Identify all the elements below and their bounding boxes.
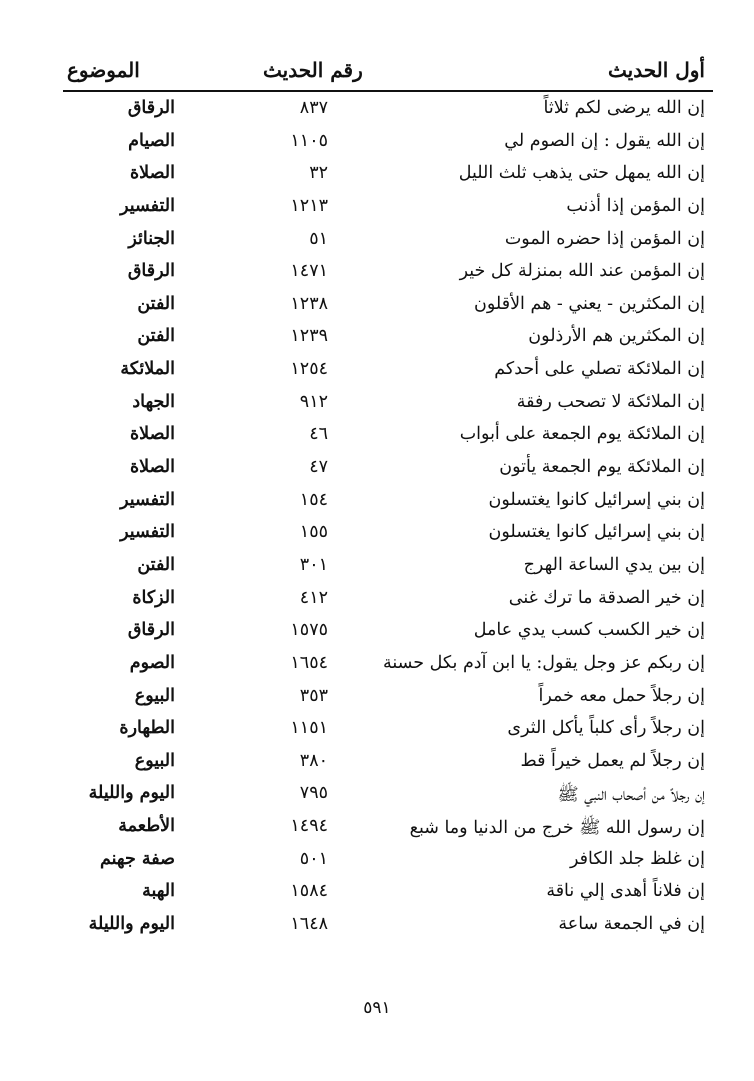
table-row [63, 551, 713, 584]
page-number: ٥٩١ [363, 998, 391, 1018]
hadith-first-words: إن الملائكة يوم الجمعة على أبواب [459, 424, 705, 445]
hadith-first-words: إن المكثرين - يعني - هم الأقلون [474, 293, 705, 314]
hadith-first-words: إن خير الكسب كسب يدي عامل [473, 620, 705, 641]
hadith-topic: التفسير [120, 522, 175, 543]
table-row [63, 714, 713, 747]
hadith-topic: الزكاة [132, 587, 175, 608]
table-row [63, 877, 713, 910]
table-row [63, 290, 713, 323]
hadith-topic: الصوم [129, 652, 175, 673]
hadith-number: ١١٥١ [290, 718, 328, 739]
hadith-topic: الطهارة [119, 718, 175, 739]
hadith-number: ١٢١٣ [290, 195, 328, 216]
hadith-first-words: إن الله يرضى لكم ثلاثاً [543, 98, 705, 118]
hadith-first-words: إن غلظ جلد الكافر [570, 848, 705, 869]
hadith-number: ٣٠١ [299, 554, 328, 575]
hadith-first-words: إن ربكم عز وجل يقول: يا ابن آدم بكل حسنة [382, 652, 705, 673]
hadith-topic: الأطعمة [118, 816, 175, 837]
header-topic: الموضوع [67, 58, 140, 82]
hadith-first-words: إن رجلاً من أصحاب النبي ﷺ [557, 785, 705, 806]
hadith-number: ٩١٢ [299, 391, 328, 412]
hadith-topic: اليوم والليلة [88, 783, 175, 804]
hadith-number: ٨٣٧ [299, 98, 328, 118]
hadith-number: ٤٦ [309, 424, 328, 445]
hadith-first-words: إن بين يدي الساعة الهرج [523, 554, 705, 575]
hadith-topic: الصلاة [130, 163, 175, 184]
hadith-first-words: إن المؤمن إذا أذنب [566, 195, 705, 216]
table-row [63, 420, 713, 453]
table-row [63, 584, 713, 617]
hadith-topic: الملائكة [120, 359, 175, 380]
table-row [63, 779, 713, 812]
table-row [63, 518, 713, 551]
hadith-first-words: إن رجلاً رأى كلباً يأكل الثرى [507, 718, 705, 739]
hadith-first-words: إن بني إسرائيل كانوا يغتسلون [488, 522, 705, 543]
hadith-first-words: إن خير الصدقة ما ترك غنى [508, 587, 705, 608]
hadith-topic: البيوع [134, 750, 175, 771]
hadith-first-words: إن فلاناً أهدى إلي ناقة [546, 881, 705, 902]
hadith-number: ٥٠١ [299, 848, 328, 869]
hadith-number: ٣٢ [309, 163, 328, 184]
hadith-number: ٣٥٣ [299, 685, 328, 706]
hadith-number: ٥١ [309, 228, 328, 249]
hadith-number: ١٢٣٩ [290, 326, 328, 347]
hadith-number: ١٤٩٤ [290, 816, 328, 837]
table-row [63, 747, 713, 780]
table-row [63, 649, 713, 682]
table-row [63, 192, 713, 225]
table-row [63, 257, 713, 290]
hadith-topic: الفتن [137, 326, 175, 347]
hadith-topic: التفسير [120, 489, 175, 510]
hadith-topic: الصلاة [130, 424, 175, 445]
hadith-first-words: إن رجلاً لم يعمل خيراً قط [520, 750, 705, 771]
hadith-number: ١٢٣٨ [290, 293, 328, 314]
table-row [63, 845, 713, 878]
hadith-number: ١٦٥٤ [290, 652, 328, 673]
table-row [63, 486, 713, 519]
hadith-first-words: إن رجلاً حمل معه خمراً [538, 685, 705, 706]
hadith-topic: الجهاد [132, 391, 175, 412]
table-row [63, 127, 713, 160]
hadith-topic: الصيام [128, 130, 175, 151]
hadith-number: ٤٧ [309, 457, 328, 478]
hadith-first-words: إن بني إسرائيل كانوا يغتسلون [488, 489, 705, 510]
hadith-topic: الهبة [142, 881, 175, 902]
hadith-topic: البيوع [134, 685, 175, 706]
table-row [63, 616, 713, 649]
hadith-number: ١٤٧١ [290, 261, 328, 282]
table-row [63, 159, 713, 192]
table-row [63, 453, 713, 486]
table-row [63, 94, 713, 127]
hadith-number: ١٢٥٤ [290, 359, 328, 380]
table-row [63, 910, 713, 943]
table-row [63, 355, 713, 388]
table-row [63, 322, 713, 355]
hadith-number: ١١٠٥ [290, 130, 328, 151]
hadith-first-words: إن الملائكة لا تصحب رفقة [516, 391, 705, 412]
hadith-number: ١٥٥ [299, 522, 328, 543]
hadith-number: ١٥٨٤ [290, 881, 328, 902]
hadith-number: ٤١٢ [299, 587, 328, 608]
table-row [63, 225, 713, 258]
hadith-first-words: إن الملائكة يوم الجمعة يأتون [499, 457, 705, 478]
hadith-first-words: إن رسول الله ﷺ خرج من الدنيا وما شبع [409, 818, 705, 839]
hadith-number: ٧٩٥ [299, 783, 328, 804]
hadith-first-words: إن الله يمهل حتى يذهب ثلث الليل [458, 163, 705, 184]
hadith-topic: الصلاة [130, 457, 175, 478]
hadith-number: ١٥٤ [299, 489, 328, 510]
hadith-topic: الفتن [137, 554, 175, 575]
hadith-topic: الجنائز [128, 228, 175, 249]
hadith-number: ١٦٤٨ [290, 914, 328, 935]
table-header [63, 56, 713, 92]
table-row [63, 388, 713, 421]
hadith-topic: الرقاق [127, 261, 175, 282]
hadith-topic: اليوم والليلة [88, 914, 175, 935]
hadith-first-words: إن الملائكة تصلي على أحدكم [494, 359, 705, 380]
header-hadith-number: رقم الحديث [263, 58, 363, 82]
hadith-index-table [63, 94, 713, 943]
table-row [63, 682, 713, 715]
table-row [63, 812, 713, 845]
hadith-first-words: إن الله يقول : إن الصوم لي [504, 130, 705, 151]
hadith-topic: صفة جهنم [100, 848, 175, 869]
hadith-number: ٣٨٠ [299, 750, 328, 771]
hadith-first-words: إن المؤمن إذا حضره الموت [504, 228, 705, 249]
hadith-topic: التفسير [120, 195, 175, 216]
hadith-number: ١٥٧٥ [290, 620, 328, 641]
hadith-topic: الرقاق [127, 620, 175, 641]
hadith-first-words: إن المكثرين هم الأرذلون [528, 326, 705, 347]
hadith-topic: الرقاق [127, 98, 175, 118]
header-first-words: أول الحديث [608, 58, 705, 82]
hadith-first-words: إن في الجمعة ساعة [558, 914, 705, 935]
hadith-topic: الفتن [137, 293, 175, 314]
hadith-first-words: إن المؤمن عند الله بمنزلة كل خير [459, 261, 705, 282]
